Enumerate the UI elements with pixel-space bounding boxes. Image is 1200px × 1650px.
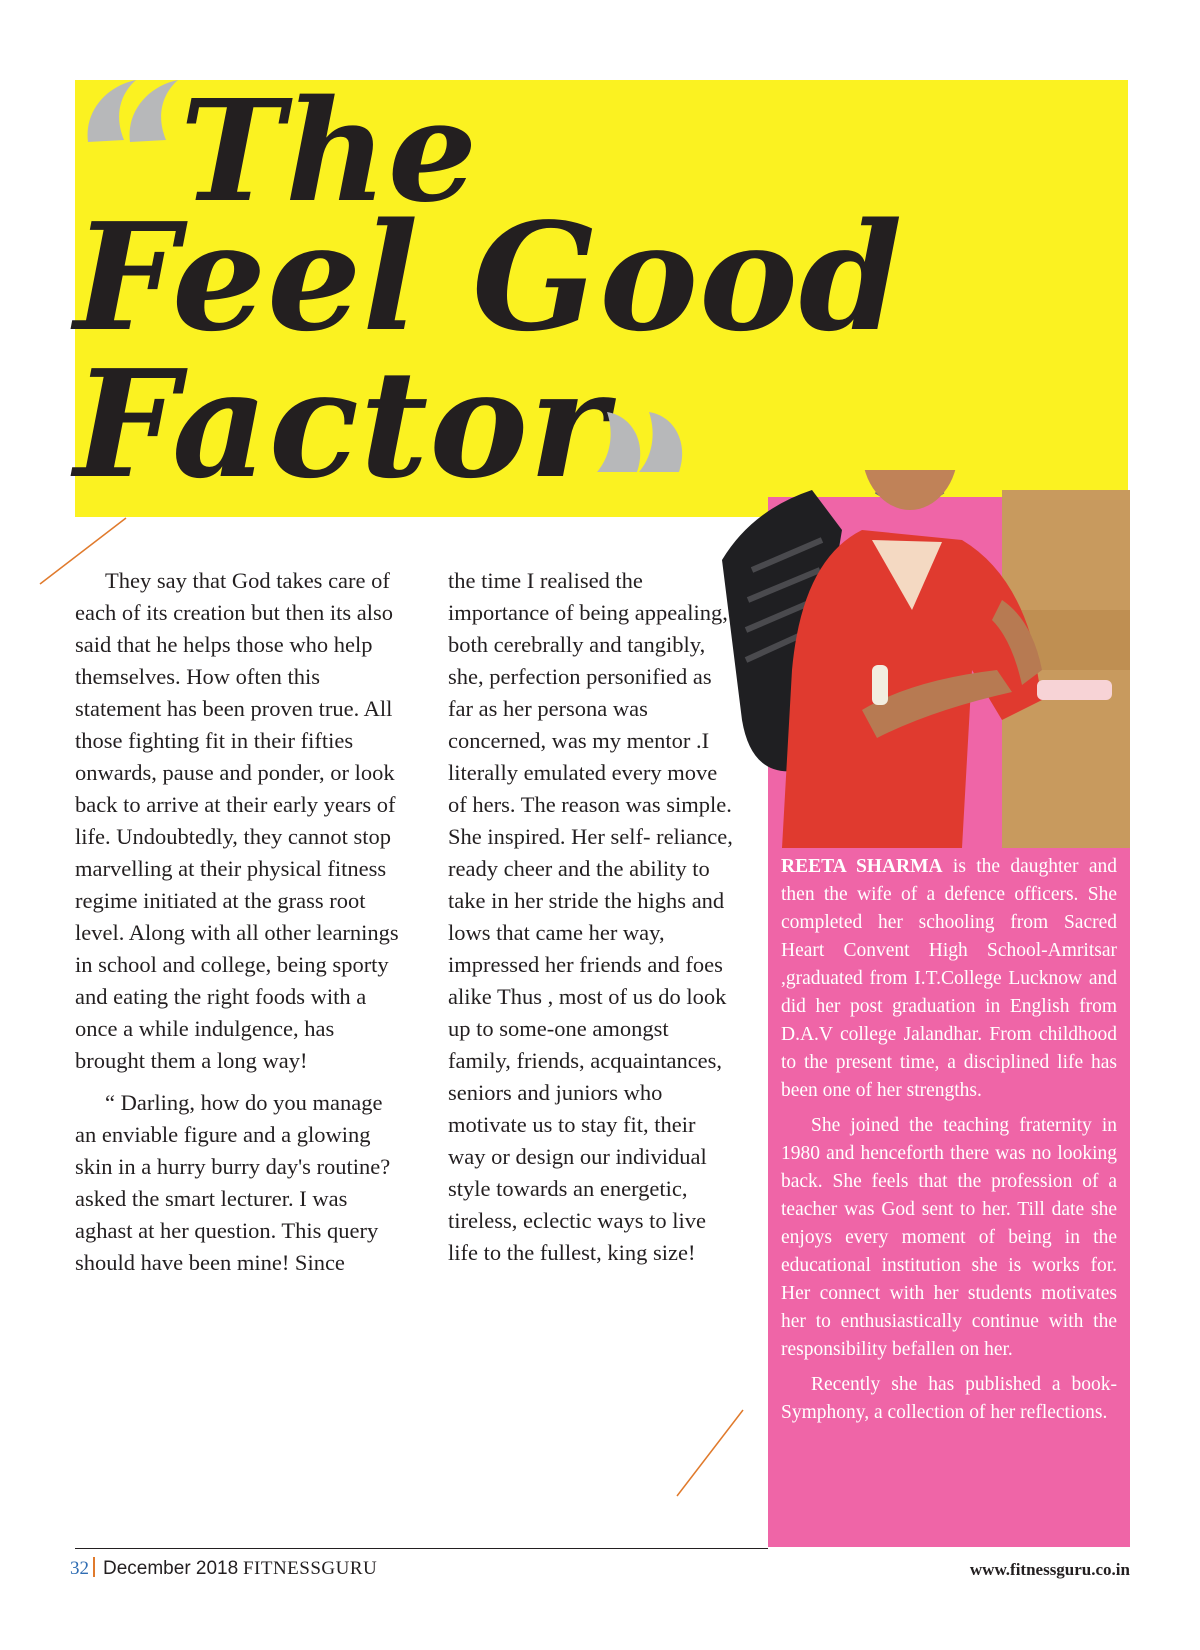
- footer-divider: [93, 1557, 95, 1577]
- article-column-1: [75, 565, 405, 1279]
- closing-quote-mark-icon: [585, 400, 695, 480]
- website-url: www.fitnessguru.co.in: [969, 1560, 1130, 1579]
- body-paragraph: They say that God takes care of each of its creation but then its also said that he helps those who help themselves. How often this statement has been proven true. All those fighting fit in their fifties onwards, pause and ponder, or look back to arrive at their early years of life. Undoubtedly, they cannot stop marvelling at their physical fitness regime initiated at the grass root level. Along with all other learnings in school and college, being sporty and eating the right foods with a once a while indulgence, has brought them a long way!: [75, 568, 399, 1073]
- footer-rule: [75, 1548, 768, 1549]
- body-paragraph: “ Darling, how do you manage an enviable figure and a glowing skin in a hurry burry day's routine? asked the smart lecturer. I was aghast at her question. This query should have been mine! Since: [75, 1090, 391, 1275]
- bio-paragraph: is the daughter and then the wife of a defence officers. She completed her schooling from Sacred Heart Convent High School-Amritsar ,graduated from I.T.College Lucknow and did her post graduation in English from D.A.V college Jalandhar. From childhood to the present time, a disciplined life has been one of her strengths.: [781, 856, 1117, 1101]
- body-paragraph: the time I realised the importance of being appealing, both cerebrally and tangibly, she, perfection personified as far as her persona was concerned, was my mentor .I literally emulated every move of hers. The reason was simple. She inspired. Her self- reliance, ready cheer and the ability to take in her stride the highs and lows that came her way, impressed her friends and foes alike Thus , most of us do look up to some-one amongst family, friends, acquaintances, seniors and juniors who motivate us to stay fit, their way or design our individual style towards an energetic, tireless, eclectic ways to live life to the fullest, king size!: [448, 568, 733, 1265]
- author-bio: [781, 853, 1117, 1427]
- headline-line-2: Feel Good: [74, 190, 904, 364]
- headline-line-1: The: [180, 70, 479, 234]
- issue-date: December 2018: [103, 1558, 239, 1579]
- magazine-name: FITNESSGURU: [242, 1558, 378, 1579]
- page-number: 32: [70, 1558, 89, 1579]
- bio-paragraph: She joined the teaching fraternity in 1980 and henceforth there was no looking back. She feels that the profession of a teacher was God sent to her. Till date she enjoys every moment of being in the educational institution she is works for. Her connect with her students motivates her to enthusiastically continue with the responsibility befallen on her.: [781, 1115, 1117, 1360]
- accent-line: [675, 1408, 745, 1498]
- bio-paragraph: Recently she has published a book-Symphony, a collection of her reflections.: [781, 1374, 1117, 1423]
- headline-line-3: Factor: [74, 337, 609, 511]
- portrait-photo: [712, 470, 1130, 848]
- author-name: REETA SHARMA: [781, 856, 943, 877]
- article-column-2: [448, 565, 733, 1269]
- opening-quote-mark-icon: [78, 72, 188, 152]
- footer-folio: [70, 1557, 377, 1580]
